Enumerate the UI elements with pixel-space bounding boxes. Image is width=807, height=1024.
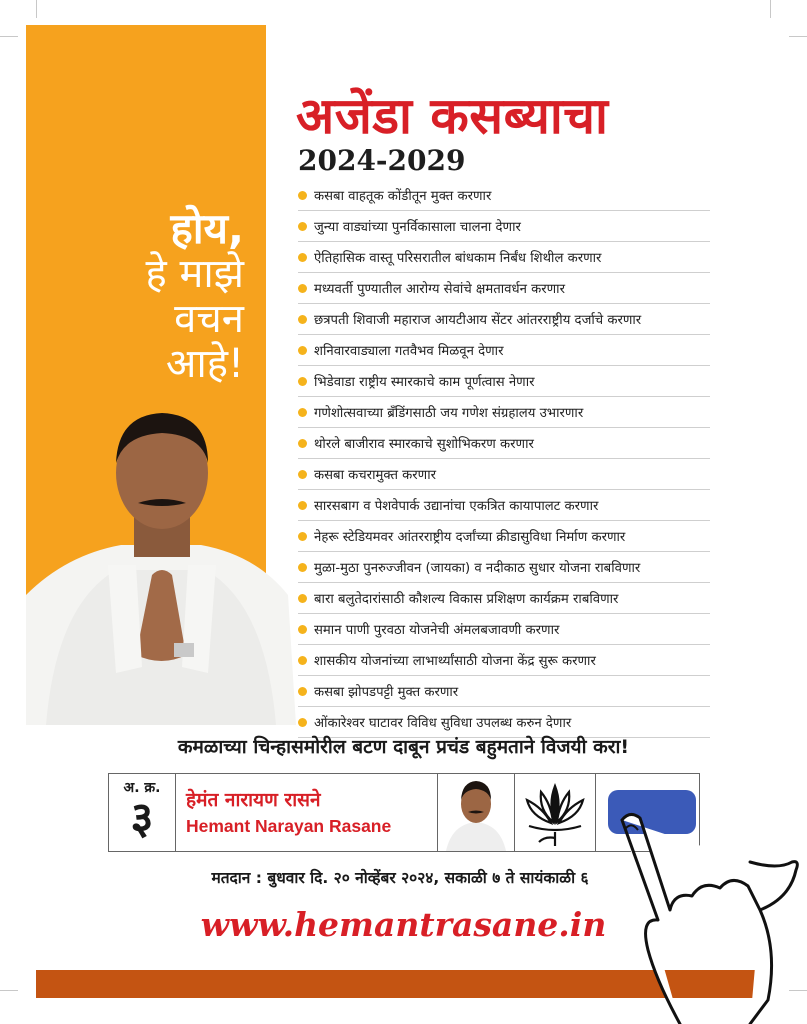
- candidate-photo: [26, 405, 296, 725]
- candidate-name-english: Hemant Narayan Rasane: [186, 816, 392, 836]
- bullet-icon: [298, 191, 307, 200]
- bullet-icon: [298, 532, 307, 541]
- bullet-icon: [298, 408, 307, 417]
- bullet-icon: [298, 625, 307, 634]
- agenda-item: [298, 614, 710, 645]
- bullet-icon: [298, 377, 307, 386]
- slogan-line-1: होय,: [170, 204, 244, 253]
- agenda-item: [298, 676, 710, 707]
- bullet-icon: [298, 222, 307, 231]
- slogan-line-2: हे माझे: [145, 251, 244, 298]
- slogan-line-3: वचन: [174, 295, 244, 342]
- agenda-item-text: ओंकारेश्वर घाटावर विविध सुविधा उपलब्ध करुन देणार: [314, 716, 572, 731]
- ballot-symbol: [515, 774, 596, 851]
- agenda-list: [298, 180, 710, 738]
- agenda-item: [298, 490, 710, 521]
- candidate-name-marathi: हेमंत नारायण रासने: [186, 789, 321, 811]
- agenda-item: [298, 366, 710, 397]
- crop-mark: [0, 990, 18, 991]
- agenda-item: [298, 273, 710, 304]
- bullet-icon: [298, 439, 307, 448]
- agenda-item: [298, 552, 710, 583]
- agenda-item-text: भिडेवाडा राष्ट्रीय स्मारकाचे काम पूर्णत्वास नेणार: [314, 375, 535, 390]
- website-url: www.hemantrasane.in: [200, 905, 607, 944]
- agenda-item-text: कसबा वाहतूक कोंडीतून मुक्त करणार: [314, 189, 492, 204]
- agenda-item-text: कसबा झोपडपट्टी मुक्त करणार: [314, 685, 459, 700]
- ballot-photo: [438, 774, 515, 851]
- agenda-item-text: ऐतिहासिक वास्तू परिसरातील बांधकाम निर्बंध शिथील करणार: [314, 251, 602, 266]
- serial-number: ३: [130, 793, 154, 844]
- appeal-text: कमळाच्या चिन्हासमोरील बटण दाबून प्रचंड बहुमताने विजयी करा!: [177, 736, 630, 758]
- crop-mark: [770, 0, 771, 18]
- agenda-item: [298, 180, 710, 211]
- bullet-icon: [298, 718, 307, 727]
- agenda-item-text: मुळा-मुठा पुनरुज्जीवन (जायका) व नदीकाठ सुधार योजना राबविणार: [314, 561, 641, 576]
- agenda-item: [298, 645, 710, 676]
- agenda-item: [298, 335, 710, 366]
- ballot-candidate-name: [176, 774, 438, 851]
- bullet-icon: [298, 656, 307, 665]
- crop-mark: [789, 36, 807, 37]
- agenda-item-text: जुन्या वाड्यांच्या पुनर्विकासाला चालना देणार: [314, 220, 521, 235]
- serial-label: अ. क्र.: [123, 780, 161, 796]
- bullet-icon: [298, 501, 307, 510]
- agenda-item-text: थोरले बाजीराव स्मारकाचे सुशोभिकरण करणार: [314, 437, 534, 452]
- bullet-icon: [298, 470, 307, 479]
- candidate-thumbnail-icon: [438, 774, 514, 851]
- bullet-icon: [298, 346, 307, 355]
- agenda-item-text: समान पाणी पुरवठा योजनेची अंमलबजावणी करणार: [314, 623, 560, 638]
- agenda-item-text: नेहरू स्टेडियमवर आंतरराष्ट्रीय दर्जांच्या क्रीडासुविधा निर्माण करणार: [314, 530, 626, 545]
- crop-mark: [36, 0, 37, 18]
- agenda-item: [298, 211, 710, 242]
- agenda-item: [298, 428, 710, 459]
- bullet-icon: [298, 253, 307, 262]
- agenda-item: [298, 583, 710, 614]
- agenda-item: [298, 459, 710, 490]
- agenda-item-text: शासकीय योजनांच्या लाभार्थ्यांसाठी योजना केंद्र सुरू करणार: [314, 654, 596, 669]
- voting-date: मतदान : बुधवार दि. २० नोव्हेंबर २०२४, सकाळी ७ ते सायंकाळी ६: [211, 869, 589, 887]
- agenda-item: [298, 242, 710, 273]
- lotus-icon: [515, 774, 595, 851]
- bullet-icon: [298, 315, 307, 324]
- agenda-item-text: बारा बलुतेदारांसाठी कौशल्य विकास प्रशिक्षण कार्यक्रम राबविणार: [314, 592, 619, 607]
- bullet-icon: [298, 687, 307, 696]
- agenda-item-text: छत्रपती शिवाजी महाराज आयटीआय सेंटर आंतरराष्ट्रीय दर्जाचे करणार: [314, 313, 642, 328]
- agenda-item-text: सारसबाग व पेशवेपार्क उद्यानांचा एकत्रित कायापालट करणार: [314, 499, 599, 514]
- bullet-icon: [298, 594, 307, 603]
- slogan: [146, 205, 244, 386]
- bullet-icon: [298, 563, 307, 572]
- agenda-item: [298, 304, 710, 335]
- agenda-item-text: शनिवारवाड्याला गतवैभव मिळवून देणार: [314, 344, 504, 359]
- crop-mark: [0, 36, 18, 37]
- bullet-icon: [298, 284, 307, 293]
- agenda-title: अजेंडा कसब्याचा: [296, 87, 609, 145]
- pointing-hand-icon: [600, 800, 800, 1024]
- ballot-serial: [109, 774, 176, 851]
- agenda-item: [298, 397, 710, 428]
- slogan-line-4: आहे!: [165, 340, 244, 387]
- agenda-item: [298, 521, 710, 552]
- agenda-item-text: मध्यवर्ती पुण्यातील आरोग्य सेवांचे क्षमतावर्धन करणार: [314, 282, 565, 297]
- agenda-item-text: गणेशोत्सवाच्या ब्रँडिंगसाठी जय गणेश संग्रहालय उभारणार: [314, 406, 584, 421]
- agenda-years: 2024-2029: [298, 144, 466, 177]
- agenda-item-text: कसबा कचरामुक्त करणार: [314, 468, 437, 483]
